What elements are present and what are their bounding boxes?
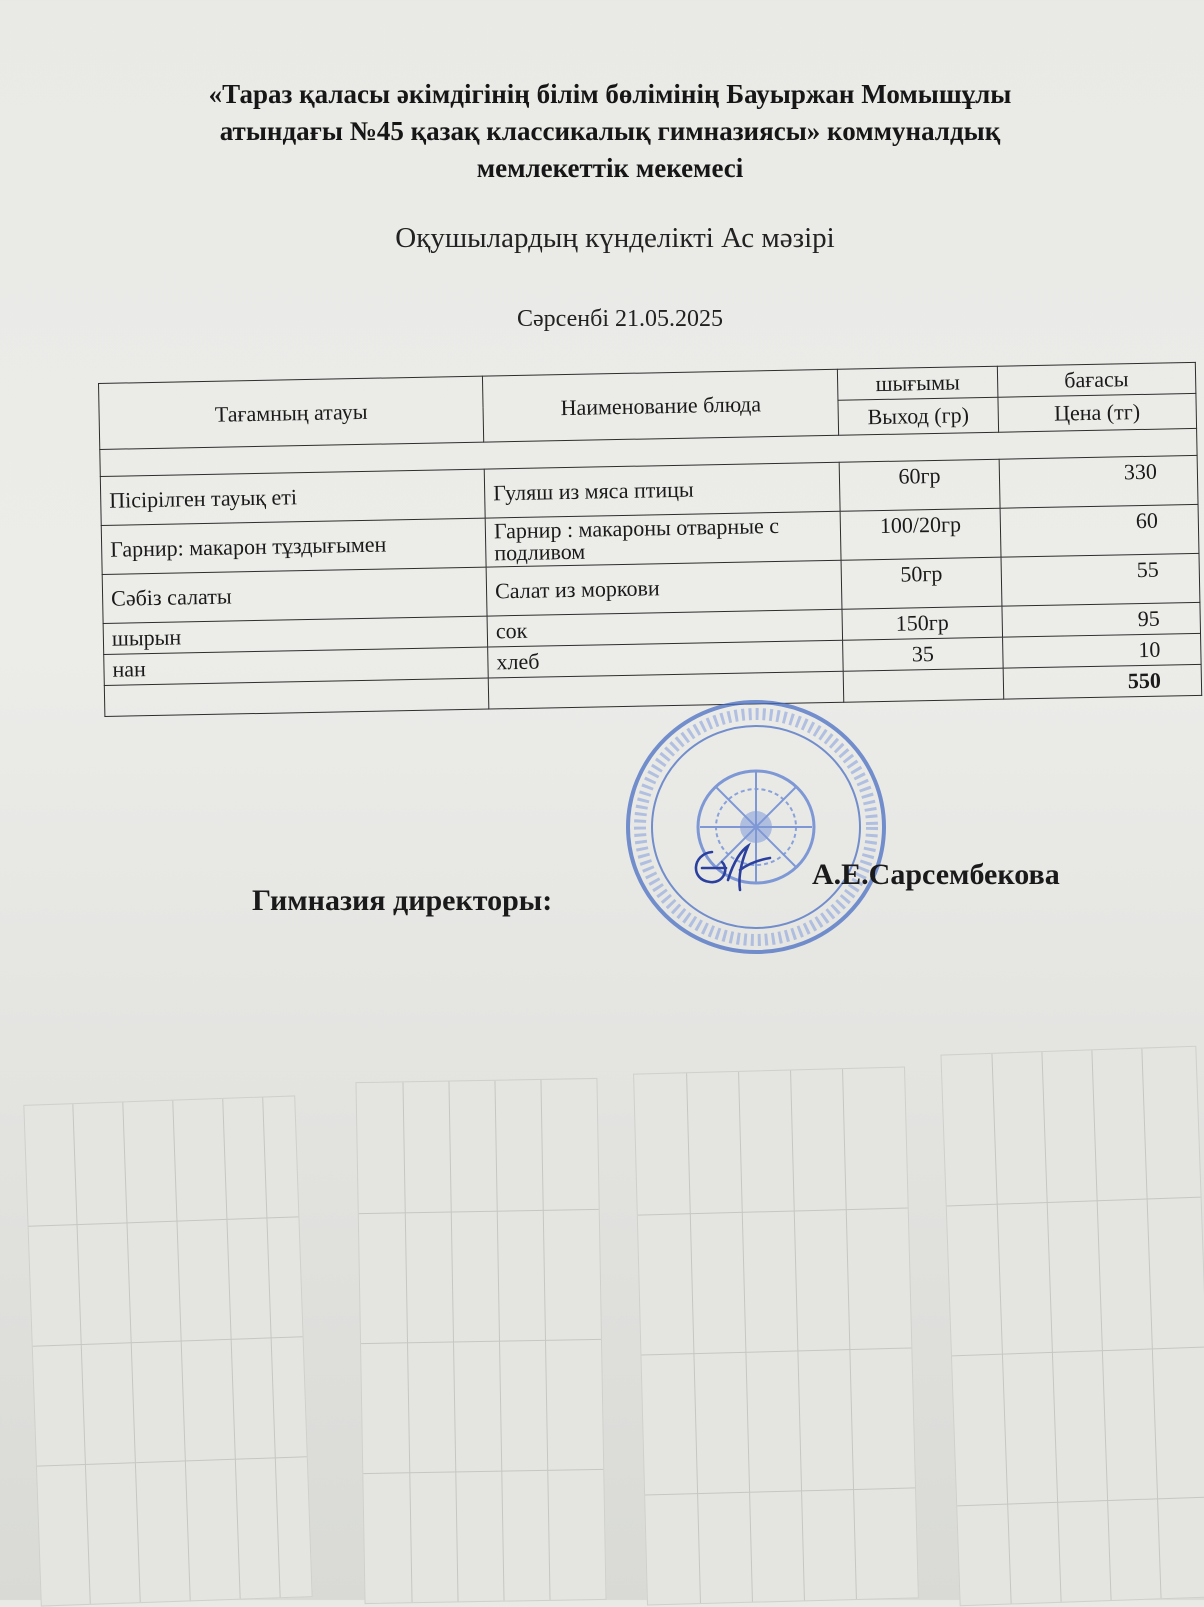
dish-yield: 60гр bbox=[840, 459, 1000, 511]
header-line-2: атындағы №45 қазақ классикалық гимназиясы» коммуналдық bbox=[219, 116, 1001, 146]
background-form bbox=[355, 1078, 606, 1604]
background-form bbox=[633, 1067, 919, 1606]
header-yield-ru: Выход (гр) bbox=[838, 397, 998, 435]
header-name-kz: Тағамның атауы bbox=[99, 376, 484, 449]
dish-name-kz: Гарнир: макарон тұздығымен bbox=[101, 518, 486, 574]
dish-yield: 35 bbox=[843, 637, 1003, 671]
header-line-3: мемлекеттік мекемесі bbox=[476, 153, 744, 183]
dish-price: 330 bbox=[999, 455, 1198, 508]
dish-yield: 50гр bbox=[841, 557, 1001, 609]
header-line-1: «Тараз қаласы әкімдігінің білім бөлімінің Бауыржан Момышұлы bbox=[208, 79, 1012, 109]
underlying-forms bbox=[0, 1040, 1204, 1600]
institution-header bbox=[130, 76, 1090, 187]
dish-name-kz: нан bbox=[104, 647, 489, 685]
background-form bbox=[23, 1095, 312, 1606]
dish-name-ru: Гарнир : макароны отварные с подливом bbox=[485, 511, 841, 567]
dish-yield: 150гр bbox=[842, 606, 1002, 640]
menu-title: Оқушылардың күнделікті Ас мәзірі bbox=[395, 222, 835, 254]
menu-date: Сәрсенбі 21.05.2025 bbox=[517, 306, 723, 332]
dish-name-kz: шырын bbox=[103, 616, 488, 654]
header-yield-kz: шығымы bbox=[838, 366, 998, 400]
dish-name-kz: Пісірілген тауық еті bbox=[100, 469, 485, 525]
header-name-ru: Наименование блюда bbox=[482, 369, 839, 442]
header-price-ru: Цена (тг) bbox=[998, 393, 1197, 432]
official-stamp-icon bbox=[622, 696, 890, 958]
background-form bbox=[940, 1046, 1204, 1607]
dish-price: 60 bbox=[1000, 504, 1199, 557]
dish-price: 95 bbox=[1002, 602, 1201, 637]
menu-table bbox=[98, 362, 1202, 717]
dish-name-ru: хлеб bbox=[488, 640, 844, 678]
director-title: Гимназия директоры: bbox=[252, 884, 553, 917]
total-price: 550 bbox=[1003, 664, 1202, 699]
dish-name-ru: Салат из моркови bbox=[486, 560, 842, 616]
dish-price: 55 bbox=[1001, 553, 1200, 606]
dish-name-ru: сок bbox=[487, 609, 843, 647]
dish-name-kz: Сәбіз салаты bbox=[102, 567, 487, 623]
dish-price: 10 bbox=[1002, 633, 1201, 668]
director-name: А.Е.Сарсембекова bbox=[812, 858, 1060, 891]
dish-yield: 100/20гр bbox=[841, 508, 1001, 560]
handwritten-signature-icon bbox=[682, 840, 782, 900]
header-price-kz: бағасы bbox=[997, 362, 1196, 397]
dish-name-ru: Гуляш из мяса птицы bbox=[484, 462, 840, 518]
